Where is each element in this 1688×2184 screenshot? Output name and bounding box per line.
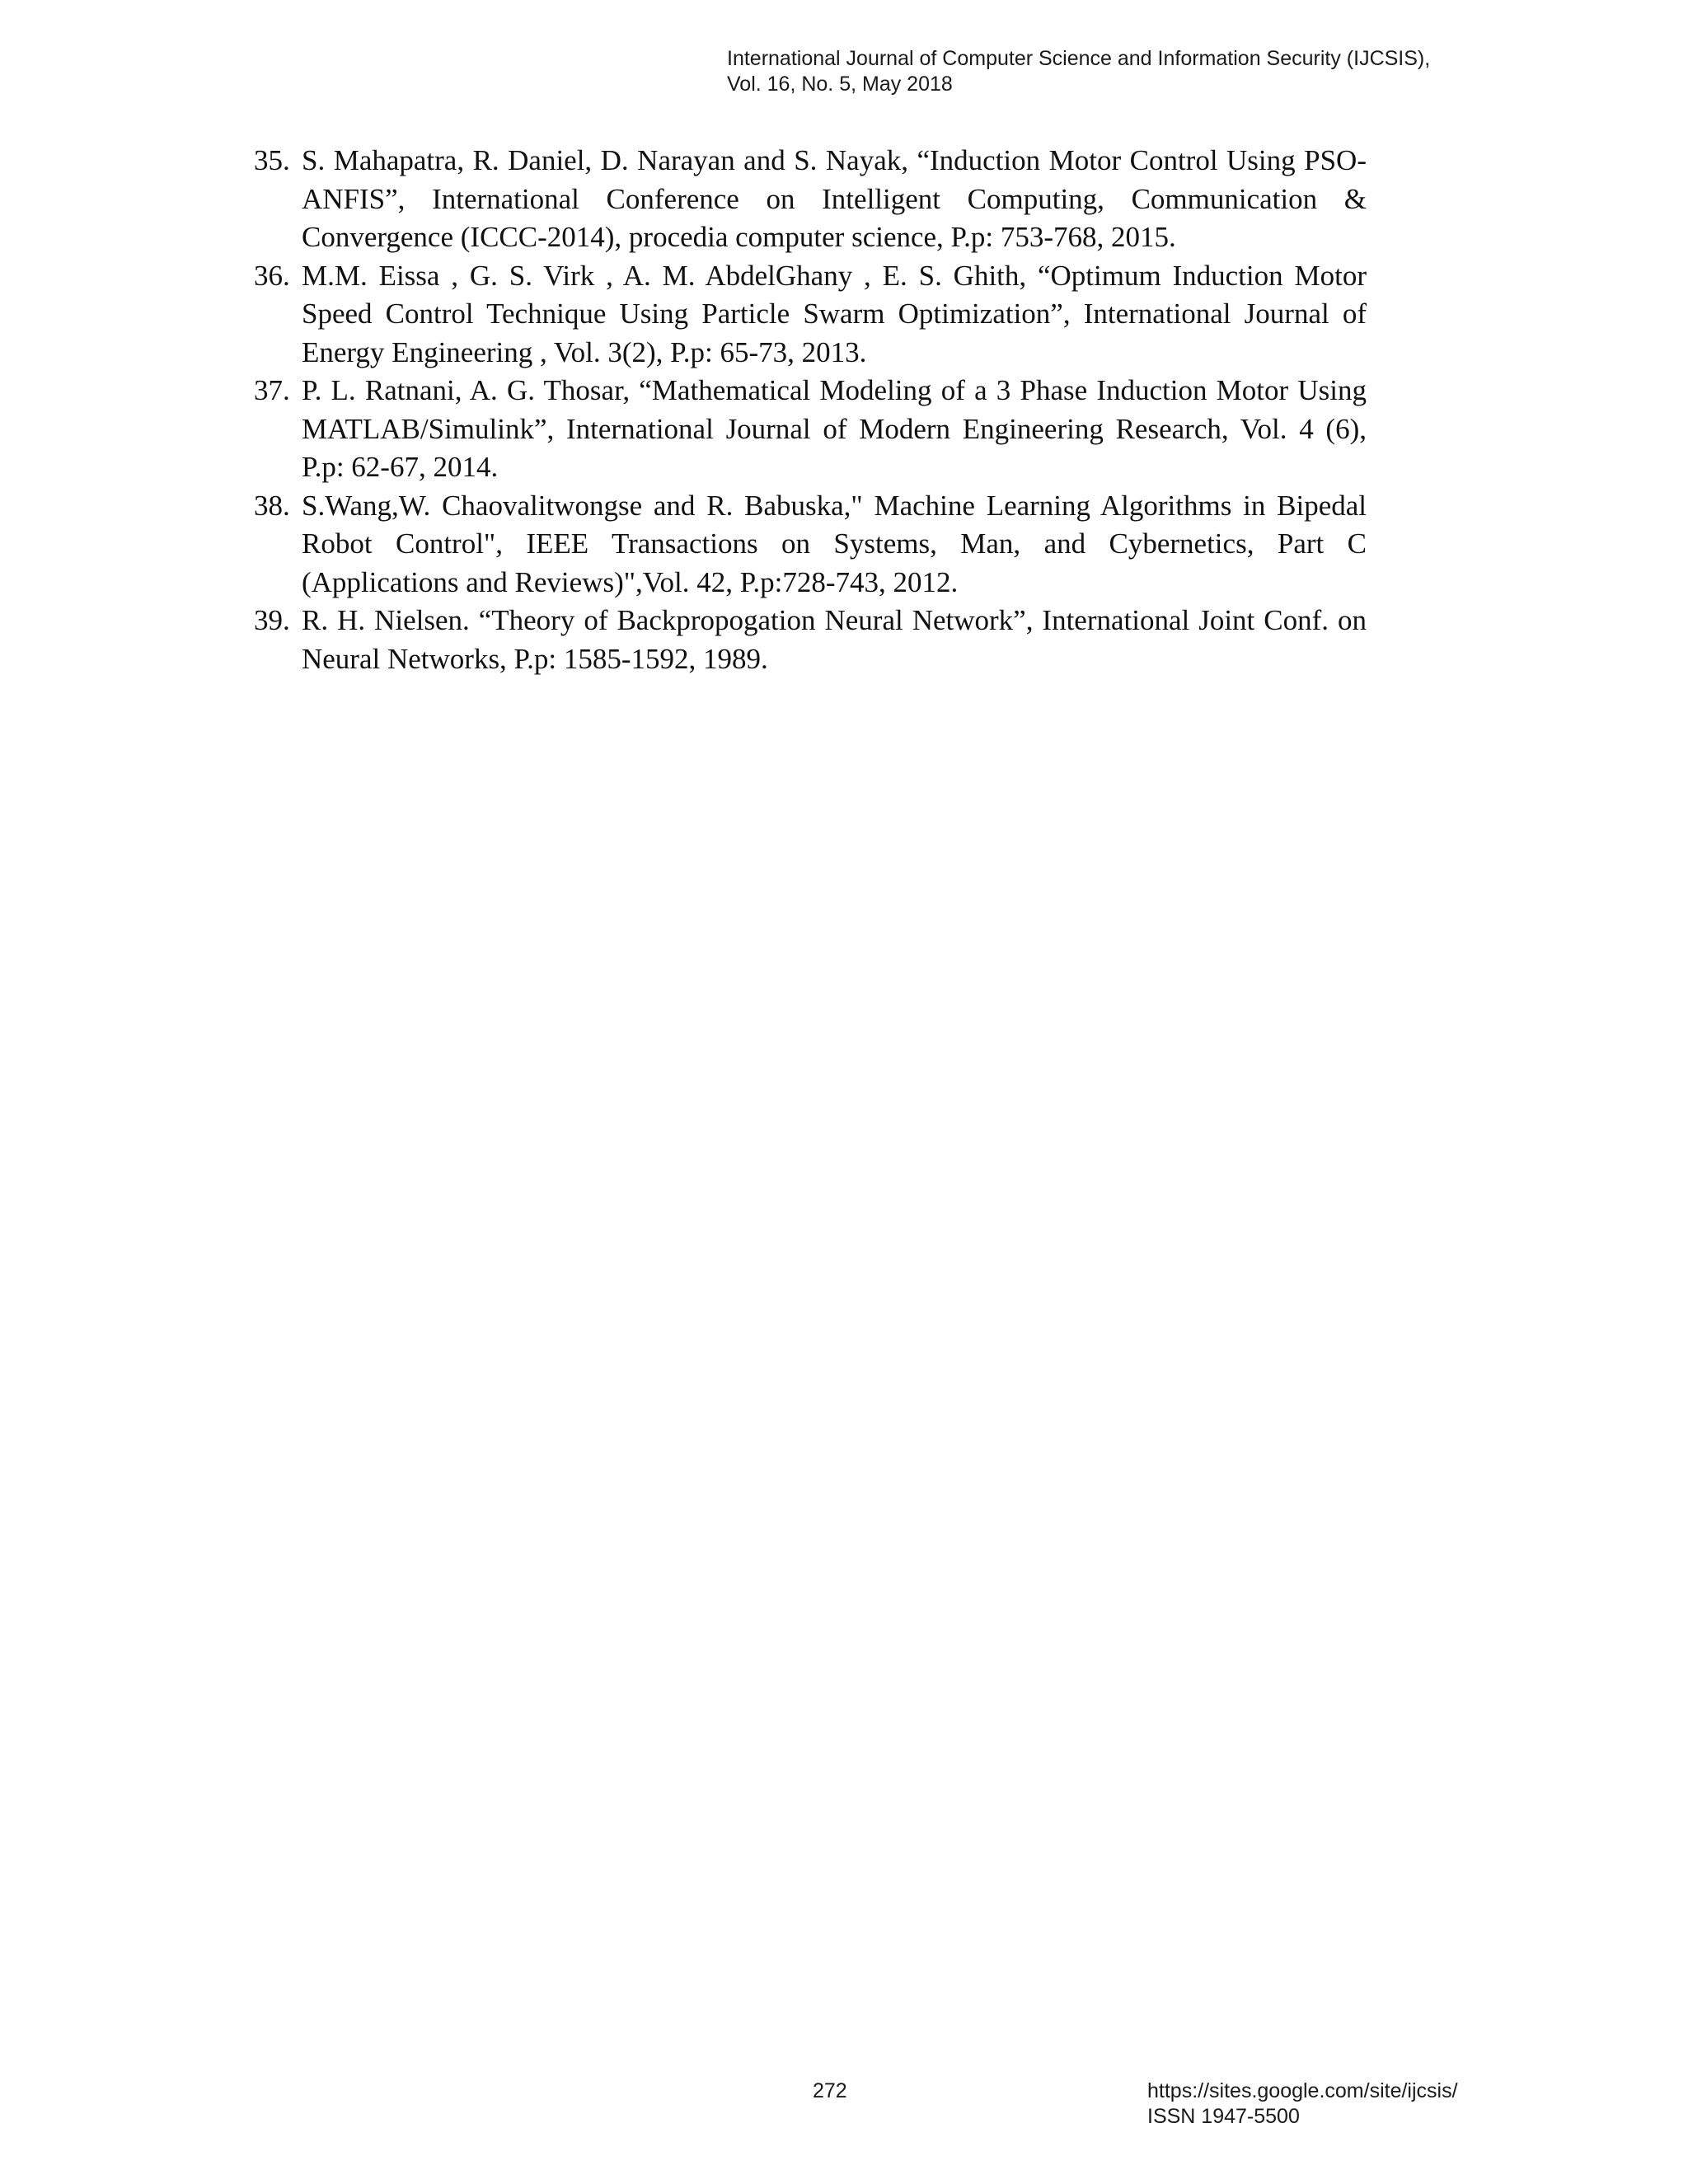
journal-issue: Vol. 16, No. 5, May 2018	[727, 73, 953, 96]
reference-item-35	[254, 142, 1367, 257]
running-footer	[1147, 2079, 1458, 2130]
reference-number: 36.	[254, 259, 290, 292]
journal-issn: ISSN 1947-5500	[1147, 2105, 1300, 2128]
reference-text: M.M. Eissa , G. S. Virk , A. M. AbdelGhany , E. S. Ghith, “Optimum Induction Motor Speed Control Technique Using Particle Swarm Optimization”, International Journal of Energy Engineering , Vol. 3(2), P.p: 65-73, 2013.	[302, 259, 1367, 368]
reference-text: S. Mahapatra, R. Daniel, D. Narayan and S. Nayak, “Induction Motor Control Using PSO-ANFIS”, International Conference on Intelligent Computing, Communication & Convergence (ICCC-2014), procedia computer science, P.p: 753-768, 2015.	[302, 144, 1367, 253]
reference-number: 38.	[254, 489, 290, 522]
page-number: 272	[813, 2079, 847, 2102]
reference-item-37	[254, 372, 1367, 487]
reference-list	[254, 142, 1367, 678]
journal-title: International Journal of Computer Science and Information Security (IJCSIS),	[727, 47, 1431, 70]
reference-text: S.Wang,W. Chaovalitwongse and R. Babuska," Machine Learning Algorithms in Bipedal Robot Control", IEEE Transactions on Systems, Man, and Cybernetics, Part C (Applications and Reviews)",Vol. 42, P.p:728-743, 2012.	[302, 489, 1367, 598]
reference-number: 39.	[254, 604, 290, 636]
reference-text: P. L. Ratnani, A. G. Thosar, “Mathematical Modeling of a 3 Phase Induction Motor Using MATLAB/Simulink”, International Journal of Modern Engineering Research, Vol. 4 (6), P.p: 62-67, 2014.	[302, 374, 1367, 483]
reference-item-36	[254, 257, 1367, 373]
reference-number: 37.	[254, 374, 290, 406]
reference-number: 35.	[254, 144, 290, 176]
running-header	[727, 46, 1650, 97]
reference-text: R. H. Nielsen. “Theory of Backpropogation Neural Network”, International Joint Conf. on Neural Networks, P.p: 1585-1592, 1989.	[302, 604, 1367, 675]
reference-item-39	[254, 602, 1367, 678]
journal-url: https://sites.google.com/site/ijcsis/	[1147, 2079, 1458, 2102]
reference-item-38	[254, 487, 1367, 602]
